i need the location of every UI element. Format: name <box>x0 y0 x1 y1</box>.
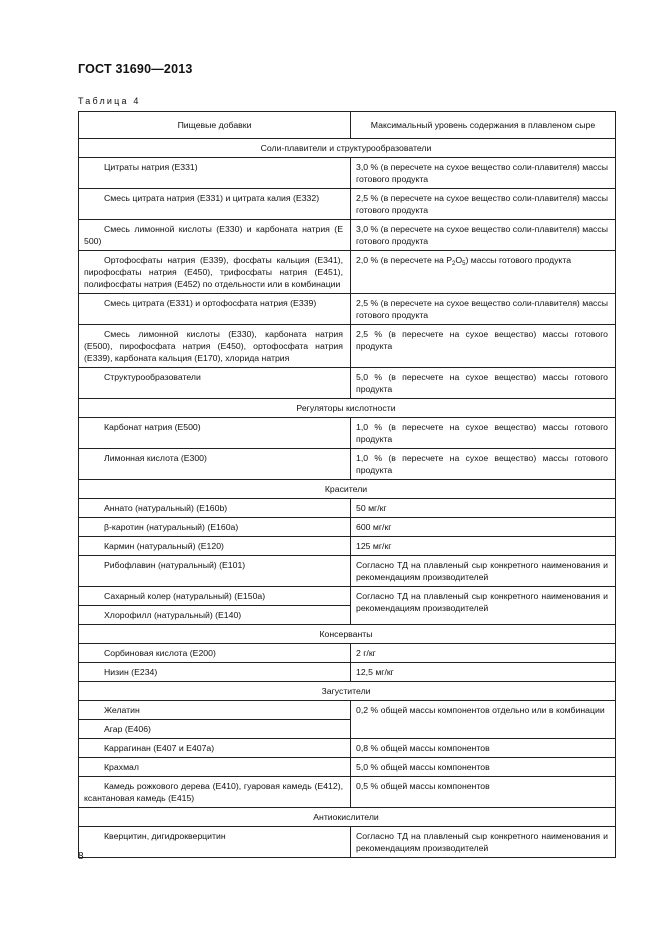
level-cell: 125 мг/кг <box>351 537 616 556</box>
additive-cell: Смесь лимонной кислоты (Е330), карбоната натрия (Е500), пирофосфата натрия (Е450), ортофосфата натрия (Е339), карбоната кальция (Е170), хлорида натрия <box>79 325 351 368</box>
level-subscript: 2 <box>452 261 456 267</box>
section-row <box>79 682 616 701</box>
table-row <box>79 418 616 449</box>
level-cell-merged: Согласно ТД на плавленый сыр конкретного наименования и рекомендациям производителей <box>351 587 616 625</box>
level-cell: 1,0 % (в пересчете на сухое вещество) массы готового продукта <box>351 449 616 480</box>
table-row <box>79 758 616 777</box>
table-row <box>79 518 616 537</box>
table-row <box>79 189 616 220</box>
level-cell: 3,0 % (в пересчете на сухое вещество соли-плавителя) массы готового продукта <box>351 158 616 189</box>
table-row <box>79 587 616 606</box>
table-row <box>79 644 616 663</box>
level-cell: 1,0 % (в пересчете на сухое вещество) массы готового продукта <box>351 418 616 449</box>
additive-cell: Цитраты натрия (Е331) <box>79 158 351 189</box>
section-title-acidity-regulators: Регуляторы кислотности <box>79 399 616 418</box>
additive-cell: Карбонат натрия (Е500) <box>79 418 351 449</box>
table-row <box>79 499 616 518</box>
table-row <box>79 251 616 294</box>
table-row <box>79 294 616 325</box>
table-row <box>79 325 616 368</box>
additives-table <box>78 111 616 858</box>
table-row <box>79 777 616 808</box>
additive-cell: Агар (Е406) <box>79 720 351 739</box>
section-row <box>79 808 616 827</box>
table-row <box>79 827 616 858</box>
table-row <box>79 556 616 587</box>
level-text-part: 2,0 % (в пересчете на P <box>356 255 453 265</box>
level-cell: 50 мг/кг <box>351 499 616 518</box>
additive-cell: Хлорофилл (натуральный) (Е140) <box>79 606 351 625</box>
additive-cell: Низин (Е234) <box>79 663 351 682</box>
additive-cell: Смесь лимонной кислоты (Е330) и карбоната натрия (Е 500) <box>79 220 351 251</box>
section-row <box>79 399 616 418</box>
table-row <box>79 537 616 556</box>
level-subscript: 5 <box>462 261 466 267</box>
level-cell: 600 мг/кг <box>351 518 616 537</box>
additive-cell: Смесь цитрата (Е331) и ортофосфата натрия (Е339) <box>79 294 351 325</box>
level-cell <box>351 251 616 294</box>
level-cell: 12,5 мг/кг <box>351 663 616 682</box>
additive-cell: Аннато (натуральный) (Е160b) <box>79 499 351 518</box>
table-header-row <box>79 112 616 139</box>
level-cell: 0,5 % общей массы компонентов <box>351 777 616 808</box>
level-cell: Согласно ТД на плавленый сыр конкретного наименования и рекомендациям производителей <box>351 827 616 858</box>
additive-cell: β-каротин (натуральный) (Е160а) <box>79 518 351 537</box>
level-cell: 2,5 % (в пересчете на сухое вещество соли-плавителя) массы готового продукта <box>351 294 616 325</box>
section-title-thickeners: Загустители <box>79 682 616 701</box>
section-title-preservatives: Консерванты <box>79 625 616 644</box>
header-additive: Пищевые добавки <box>79 112 351 139</box>
table-row <box>79 739 616 758</box>
level-cell: 2,5 % (в пересчете на сухое вещество соли-плавителя) массы готового продукта <box>351 189 616 220</box>
additive-cell: Кармин (натуральный) (Е120) <box>79 537 351 556</box>
table-row <box>79 220 616 251</box>
additive-cell: Смесь цитрата натрия (Е331) и цитрата калия (Е332) <box>79 189 351 220</box>
section-row <box>79 480 616 499</box>
table-row <box>79 663 616 682</box>
table-caption: Таблица 4 <box>78 96 141 106</box>
additive-cell: Сорбиновая кислота (Е200) <box>79 644 351 663</box>
additive-cell: Камедь рожкового дерева (Е410), гуаровая камедь (Е412), ксантановая камедь (Е415) <box>79 777 351 808</box>
table-row <box>79 158 616 189</box>
additive-cell: Лимонная кислота (Е300) <box>79 449 351 480</box>
level-cell: Согласно ТД на плавленый сыр конкретного наименования и рекомендациям производителей <box>351 556 616 587</box>
level-cell: 3,0 % (в пересчете на сухое вещество соли-плавителя) массы готового продукта <box>351 220 616 251</box>
level-cell: 5,0 % общей массы компонентов <box>351 758 616 777</box>
document-title: ГОСТ 31690—2013 <box>78 62 193 76</box>
additive-cell: Ортофосфаты натрия (Е339), фосфаты кальция (Е341), пирофосфаты натрия (Е450), трифосфаты натрия (Е451), полифосфаты натрия (Е452) по отдельности или в комбинации <box>79 251 351 294</box>
section-title-colorants: Красители <box>79 480 616 499</box>
level-cell: 2 г/кг <box>351 644 616 663</box>
page-number: 8 <box>78 851 84 862</box>
additive-cell: Каррагинан (Е407 и Е407а) <box>79 739 351 758</box>
additive-cell: Крахмал <box>79 758 351 777</box>
level-cell: 2,5 % (в пересчете на сухое вещество) массы готового продукта <box>351 325 616 368</box>
additive-cell: Кверцитин, дигидрокверцитин <box>79 827 351 858</box>
level-cell-merged: 0,2 % общей массы компонентов отдельно или в комбинации <box>351 701 616 739</box>
additive-cell: Рибофлавин (натуральный) (Е101) <box>79 556 351 587</box>
section-title-melting-salts: Соли-плавители и структурообразователи <box>79 139 616 158</box>
level-cell: 5,0 % (в пересчете на сухое вещество) массы готового продукта <box>351 368 616 399</box>
section-row <box>79 625 616 644</box>
level-text-part: ) массы готового продукта <box>465 255 572 265</box>
additive-cell: Структурообразователи <box>79 368 351 399</box>
additive-cell: Желатин <box>79 701 351 720</box>
level-text-part: O <box>455 255 463 265</box>
table-row <box>79 368 616 399</box>
section-title-antioxidants: Антиокислители <box>79 808 616 827</box>
level-cell: 0,8 % общей массы компонентов <box>351 739 616 758</box>
table-row <box>79 449 616 480</box>
additive-cell: Сахарный колер (натуральный) (Е150а) <box>79 587 351 606</box>
table-row <box>79 701 616 720</box>
header-max-level: Максимальный уровень содержания в плавленом сыре <box>351 112 616 139</box>
section-row <box>79 139 616 158</box>
